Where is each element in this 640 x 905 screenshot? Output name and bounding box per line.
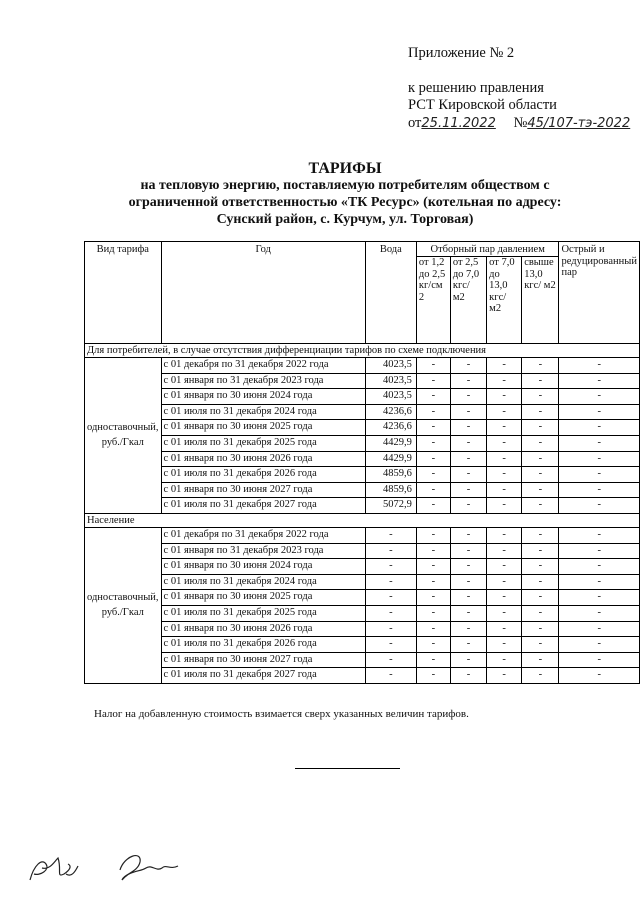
steam-4-cell: -: [522, 389, 559, 405]
steam-3-cell: -: [487, 559, 522, 575]
col-header-steam-2: от 2,5 до 7,0 кгс/ м2: [450, 257, 486, 344]
water-value-cell: -: [365, 621, 416, 637]
steam-4-cell: -: [522, 652, 559, 668]
steam-2-cell: -: [450, 559, 486, 575]
steam-2-cell: -: [450, 435, 486, 451]
steam-4-cell: -: [522, 621, 559, 637]
ostry-cell: -: [559, 527, 640, 543]
section-population-body: [85, 527, 640, 683]
ostry-cell: -: [559, 420, 640, 436]
steam-1-cell: -: [416, 637, 450, 653]
table-row: [85, 358, 640, 374]
steam-3-cell: -: [487, 621, 522, 637]
table-row: [85, 389, 640, 405]
steam-1-cell: -: [416, 482, 450, 498]
water-value-cell: 4429,9: [365, 451, 416, 467]
steam-1-cell: -: [416, 574, 450, 590]
steam-4-cell: -: [522, 527, 559, 543]
heading-line-3: Сунский район, с. Курчум, ул. Торговая): [216, 212, 474, 227]
water-value-cell: -: [365, 668, 416, 684]
ostry-cell: -: [559, 389, 640, 405]
period-cell: с 01 января по 30 июня 2025 года: [161, 420, 365, 436]
section-row: [85, 513, 640, 527]
water-value-cell: -: [365, 605, 416, 621]
ostry-cell: -: [559, 498, 640, 514]
steam-4-cell: -: [522, 451, 559, 467]
appendix-title: Приложение № 2: [408, 45, 515, 61]
steam-2-cell: -: [450, 467, 486, 483]
col-header-vid: Вид тарифа: [85, 242, 162, 344]
water-value-cell: 4023,5: [365, 358, 416, 374]
water-value-cell: -: [365, 574, 416, 590]
steam-3-cell: -: [487, 451, 522, 467]
steam-2-cell: -: [450, 404, 486, 420]
steam-2-cell: -: [450, 605, 486, 621]
table-row: [85, 590, 640, 606]
steam-3-cell: -: [487, 498, 522, 514]
period-cell: с 01 июля по 31 декабря 2024 года: [161, 574, 365, 590]
steam-2-cell: -: [450, 358, 486, 374]
heading-line-1: на тепловую энергию, поставляемую потребителям обществом с: [140, 178, 550, 193]
ostry-cell: -: [559, 605, 640, 621]
steam-2-cell: -: [450, 527, 486, 543]
steam-2-cell: -: [450, 420, 486, 436]
steam-1-cell: -: [416, 373, 450, 389]
steam-2-cell: -: [450, 389, 486, 405]
period-cell: с 01 января по 30 июня 2027 года: [161, 652, 365, 668]
steam-4-cell: -: [522, 373, 559, 389]
table-row: [85, 543, 640, 559]
table-row: [85, 420, 640, 436]
signature-line: [295, 768, 400, 769]
ostry-cell: -: [559, 373, 640, 389]
steam-3-cell: -: [487, 590, 522, 606]
table-row: [85, 451, 640, 467]
steam-1-cell: -: [416, 621, 450, 637]
period-cell: с 01 июля по 31 декабря 2027 года: [161, 668, 365, 684]
period-cell: с 01 июля по 31 декабря 2025 года: [161, 435, 365, 451]
steam-4-cell: -: [522, 404, 559, 420]
ostry-cell: -: [559, 668, 640, 684]
period-cell: с 01 января по 30 июня 2024 года: [161, 559, 365, 575]
steam-2-cell: -: [450, 574, 486, 590]
number-prefix: №: [513, 115, 528, 131]
table-row: [85, 373, 640, 389]
table-row: [85, 652, 640, 668]
steam-3-cell: -: [487, 637, 522, 653]
col-header-steam-3: от 7,0 до 13,0 кгс/ м2: [487, 257, 522, 344]
steam-1-cell: -: [416, 668, 450, 684]
steam-3-cell: -: [487, 482, 522, 498]
steam-1-cell: -: [416, 404, 450, 420]
ostry-cell: -: [559, 404, 640, 420]
steam-1-cell: -: [416, 590, 450, 606]
period-cell: с 01 июля по 31 декабря 2024 года: [161, 404, 365, 420]
table-row: [85, 637, 640, 653]
table-row: [85, 668, 640, 684]
ostry-cell: -: [559, 435, 640, 451]
steam-1-cell: -: [416, 605, 450, 621]
steam-3-cell: -: [487, 574, 522, 590]
period-cell: с 01 июля по 31 декабря 2025 года: [161, 605, 365, 621]
steam-1-cell: -: [416, 527, 450, 543]
ostry-cell: -: [559, 637, 640, 653]
col-header-steam-1: от 1,2 до 2,5 кг/см 2: [416, 257, 450, 344]
table-row: [85, 527, 640, 543]
steam-4-cell: -: [522, 435, 559, 451]
water-value-cell: -: [365, 559, 416, 575]
section-title-population: Население: [85, 513, 640, 527]
steam-2-cell: -: [450, 451, 486, 467]
steam-4-cell: -: [522, 543, 559, 559]
table-row: [85, 574, 640, 590]
steam-2-cell: -: [450, 482, 486, 498]
steam-2-cell: -: [450, 668, 486, 684]
section-row: [85, 344, 640, 358]
steam-1-cell: -: [416, 435, 450, 451]
col-header-steam-4: свыше 13,0 кгс/ м2: [522, 257, 559, 344]
steam-2-cell: -: [450, 621, 486, 637]
water-value-cell: -: [365, 637, 416, 653]
tariff-type-cell: одноставочный, руб./Гкал: [85, 358, 162, 514]
ostry-cell: -: [559, 621, 640, 637]
table-row: [85, 435, 640, 451]
steam-3-cell: -: [487, 527, 522, 543]
decision-number: 45/107-тэ-2022: [527, 116, 631, 131]
steam-4-cell: -: [522, 467, 559, 483]
water-value-cell: -: [365, 527, 416, 543]
steam-3-cell: -: [487, 467, 522, 483]
water-value-cell: -: [365, 590, 416, 606]
steam-1-cell: -: [416, 543, 450, 559]
steam-4-cell: -: [522, 482, 559, 498]
steam-1-cell: -: [416, 420, 450, 436]
table-row: [85, 559, 640, 575]
water-value-cell: 4236,6: [365, 420, 416, 436]
steam-3-cell: -: [487, 358, 522, 374]
steam-2-cell: -: [450, 652, 486, 668]
period-cell: с 01 декабря по 31 декабря 2022 года: [161, 358, 365, 374]
water-value-cell: 4023,5: [365, 373, 416, 389]
ostry-cell: -: [559, 574, 640, 590]
steam-4-cell: -: [522, 590, 559, 606]
period-cell: с 01 декабря по 31 декабря 2022 года: [161, 527, 365, 543]
table-row: [85, 482, 640, 498]
table-row: [85, 467, 640, 483]
col-header-steam-group: Отборный пар давлением: [416, 242, 559, 257]
period-cell: с 01 июля по 31 декабря 2026 года: [161, 637, 365, 653]
steam-4-cell: -: [522, 498, 559, 514]
steam-4-cell: -: [522, 637, 559, 653]
appendix-decision-line: к решению правления: [408, 80, 544, 96]
steam-1-cell: -: [416, 467, 450, 483]
section-title-consumers: Для потребителей, в случае отсутствия дифференциации тарифов по схеме подключения: [85, 344, 640, 358]
water-value-cell: 4023,5: [365, 389, 416, 405]
col-header-voda: Вода: [365, 242, 416, 344]
period-cell: с 01 января по 30 июня 2026 года: [161, 621, 365, 637]
col-header-ostry: Острый и редуцированный пар: [559, 242, 640, 344]
steam-3-cell: -: [487, 435, 522, 451]
ostry-cell: -: [559, 590, 640, 606]
appendix-authority-line: РСТ Кировской области: [408, 97, 557, 113]
ostry-cell: -: [559, 358, 640, 374]
ostry-cell: -: [559, 543, 640, 559]
steam-3-cell: -: [487, 389, 522, 405]
tariff-table: [84, 241, 640, 684]
handwritten-signatures: [20, 840, 200, 900]
steam-4-cell: -: [522, 358, 559, 374]
ostry-cell: -: [559, 559, 640, 575]
appendix-date-line: [408, 114, 630, 133]
table-row: [85, 404, 640, 420]
steam-3-cell: -: [487, 373, 522, 389]
decision-date: 25.11.2022: [421, 116, 496, 131]
header-row: [85, 242, 640, 257]
period-cell: с 01 января по 31 декабря 2023 года: [161, 373, 365, 389]
steam-1-cell: -: [416, 559, 450, 575]
ostry-cell: -: [559, 482, 640, 498]
table-row: [85, 498, 640, 514]
steam-2-cell: -: [450, 373, 486, 389]
period-cell: с 01 января по 30 июня 2027 года: [161, 482, 365, 498]
date-prefix: от: [408, 115, 422, 131]
steam-1-cell: -: [416, 358, 450, 374]
water-value-cell: 4859,6: [365, 467, 416, 483]
steam-4-cell: -: [522, 574, 559, 590]
water-value-cell: 4429,9: [365, 435, 416, 451]
section-consumers-body: [85, 358, 640, 514]
steam-3-cell: -: [487, 652, 522, 668]
steam-3-cell: -: [487, 420, 522, 436]
steam-4-cell: -: [522, 668, 559, 684]
steam-2-cell: -: [450, 637, 486, 653]
period-cell: с 01 июля по 31 декабря 2027 года: [161, 498, 365, 514]
steam-3-cell: -: [487, 605, 522, 621]
steam-1-cell: -: [416, 652, 450, 668]
steam-4-cell: -: [522, 420, 559, 436]
table-row: [85, 605, 640, 621]
table-row: [85, 621, 640, 637]
steam-1-cell: -: [416, 451, 450, 467]
water-value-cell: 4859,6: [365, 482, 416, 498]
steam-2-cell: -: [450, 498, 486, 514]
tariff-type-cell: одноставочный, руб./Гкал: [85, 527, 162, 683]
steam-3-cell: -: [487, 404, 522, 420]
steam-2-cell: -: [450, 590, 486, 606]
period-cell: с 01 января по 30 июня 2025 года: [161, 590, 365, 606]
water-value-cell: -: [365, 652, 416, 668]
water-value-cell: 5072,9: [365, 498, 416, 514]
col-header-god: Год: [161, 242, 365, 344]
heading-line-2: ограниченной ответственностью «ТК Ресурс» (котельная по адресу:: [128, 195, 562, 210]
steam-4-cell: -: [522, 605, 559, 621]
ostry-cell: -: [559, 451, 640, 467]
ostry-cell: -: [559, 652, 640, 668]
steam-4-cell: -: [522, 559, 559, 575]
steam-3-cell: -: [487, 668, 522, 684]
period-cell: с 01 января по 31 декабря 2023 года: [161, 543, 365, 559]
steam-3-cell: -: [487, 543, 522, 559]
period-cell: с 01 января по 30 июня 2026 года: [161, 451, 365, 467]
vat-footnote: Налог на добавленную стоимость взимается сверх указанных величин тарифов.: [94, 708, 469, 720]
ostry-cell: -: [559, 467, 640, 483]
steam-2-cell: -: [450, 543, 486, 559]
steam-1-cell: -: [416, 389, 450, 405]
period-cell: с 01 января по 30 июня 2024 года: [161, 389, 365, 405]
water-value-cell: 4236,6: [365, 404, 416, 420]
period-cell: с 01 июля по 31 декабря 2026 года: [161, 467, 365, 483]
steam-1-cell: -: [416, 498, 450, 514]
page-title: ТАРИФЫ: [308, 160, 382, 177]
water-value-cell: -: [365, 543, 416, 559]
